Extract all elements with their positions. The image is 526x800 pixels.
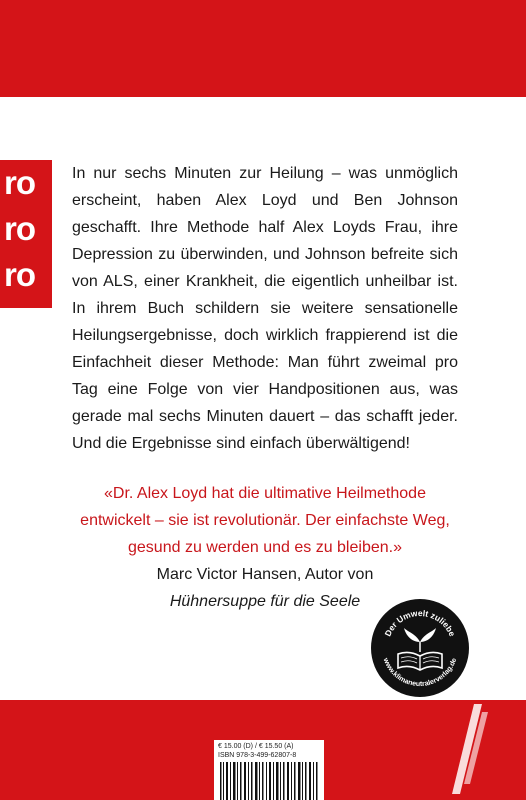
eco-badge-icon	[370, 598, 470, 698]
blurb-text: In nur sechs Minuten zur Heilung – was unmöglich erscheint, haben Alex Loyd und Ben Johnson geschafft. Ihre Methode half Alex Loyds Frau, ihre Depression zu überwinden, und Johnson befreite sich von ALS, einer Krankheit, die eigentlich unheilbar ist. In ihrem Buch schildern sie weitere sensationelle Heilungsergebnisse, doch wirklich frappierend ist die Einfachheit dieser Methode: Man führt zweimal pro Tag eine Folge von vier Handpositionen aus, was gerade mal sechs Minuten dauert – das schafft jeder. Und die Ergebnisse sind einfach überwältigend!	[72, 165, 458, 452]
publisher-mark-icon	[442, 704, 492, 794]
review-quote: «Dr. Alex Loyd hat die ultimative Heilmethode entwickelt – sie ist revolutionär. Der einfachste Weg, gesund zu werden und es zu bleiben.»	[80, 485, 450, 556]
quote-work-title: Hühnersuppe für die Seele	[169, 593, 361, 610]
barcode-icon	[218, 762, 320, 800]
logo-line-1: ro	[4, 164, 35, 201]
badge-bottom-text: www.klimaneutralerverlag.de	[381, 657, 459, 689]
badge-top-text: Der Umwelt zuliebe	[382, 607, 458, 638]
price-text: € 15.00 (D) / € 15.50 (A)	[218, 743, 294, 750]
barcode-label	[214, 740, 324, 800]
top-red-band	[0, 0, 526, 97]
logo-line-3: ro	[4, 256, 35, 293]
rororo-logo	[0, 160, 52, 308]
isbn-text: ISBN 978-3-499-62807-8	[218, 752, 297, 759]
logo-line-2: ro	[4, 210, 35, 247]
quote-author: Marc Victor Hansen, Autor von	[156, 566, 374, 583]
